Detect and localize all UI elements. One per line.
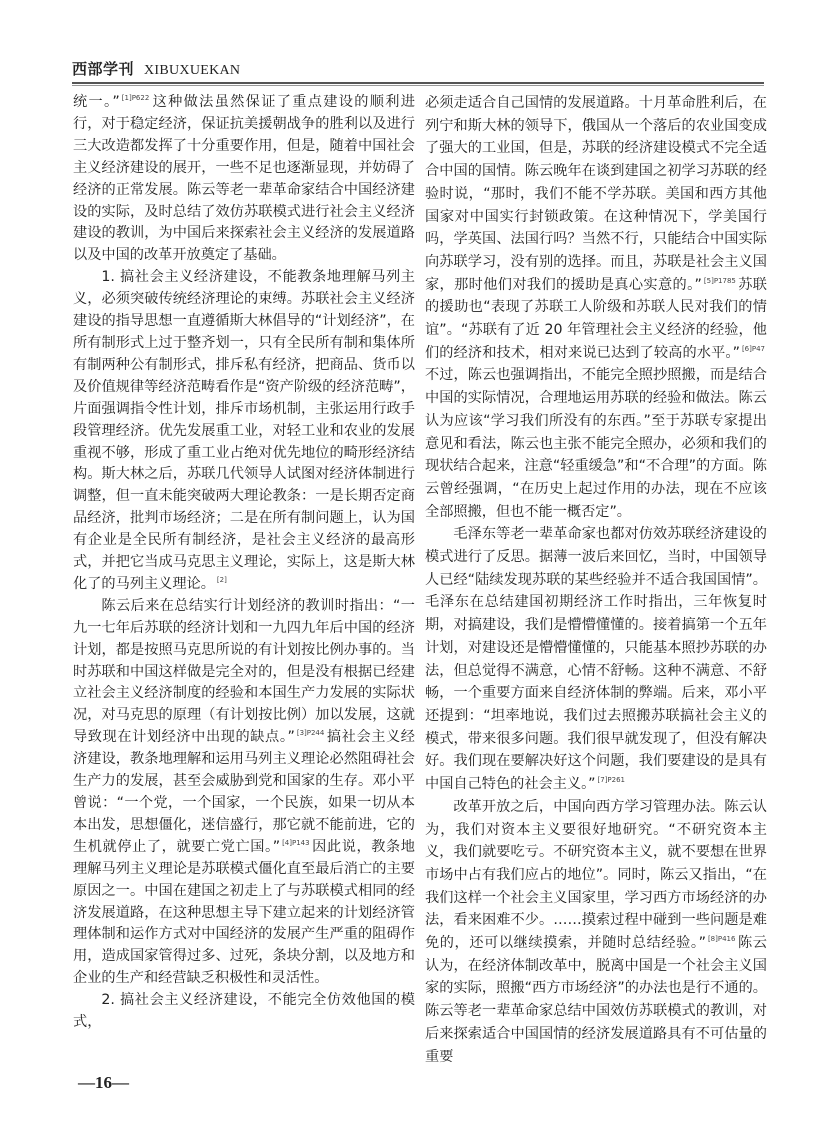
paragraph-text: 必须走适合自己国情的发展道路。十月革命胜利后，在列宁和斯大林的领导下，俄国从一个落后的农业国变成了强大的工业国，但是，苏联的经济建设模式不完全适合中国的国情。陈云晚年在谈到建国之初学习苏联的经验时说，“那时，我们不能不学苏联。美国和西方其他国家对中国实行封锁政策。在这种情况下，学美国行吗，学英国、法国行吗？当然不行，只能结合中国实际向苏联学习，没有别的选择。而且，苏联是社会主义国家，那时他们对我们的援助是真心实意的。” — [425, 95, 767, 293]
paragraph-text: 因此说，教条地理解马列主义理论是苏联模式僵化直至最后消亡的主要原因之一。中国在建国之初走上了与苏联模式相同的经济发展道路，在这种思想主导下建立起来的计划经济管理体制和运作方式对中国经济的发展产生严重的阻碍作用，造成国家管得过多、过死，条块分割，以及地方和企业的生产和经营缺乏积极性和灵活性。 — [73, 838, 415, 987]
paragraph-text: 陈云后来在总结实行计划经济的教训时指出：“一九一七年后苏联的经济计划和一九四九年后中国的经济计划，都是按照马克思所说的有计划按比例办事的。当时苏联和中国这样做是完全对的，但是没有根据已经建立社会主义经济制度的经验和本国生产力发展的实际状况，对马克思的原理（有计划按比例）加以发展，这就导致现在计划经济中出现的缺点。” — [73, 597, 415, 746]
citation-marker: [6]P47 — [741, 344, 765, 353]
citation-marker: [2] — [216, 575, 227, 584]
paragraph — [73, 92, 415, 267]
journal-name-cn: 西部学刊 — [72, 60, 135, 78]
paragraph — [73, 596, 415, 990]
citation-marker: [7]P261 — [597, 776, 626, 785]
paragraph-text: 改革开放之后，中国向西方学习管理办法。陈云认为，我们对资本主义要很好地研究。“不研究资本主义，我们就要吃亏。不研究资本主义，就不要想在世界市场中占有我们应占的地位”。同时，陈云又指出，“在我们这样一个社会主义国家里，学习西方市场经济的办法，看来困难不少。……摸索过程中碰到一些问题是难免的，还可以继续摸索，并随时总结经验。” — [425, 798, 767, 952]
paragraph-text: 1. 搞社会主义经济建设，不能教条地理解马列主义，必须突破传统经济理论的束缚。苏联社会主义经济建设的指导思想一直遵循斯大林倡导的“计划经济”，在所有制形式上过于整齐划一，只有全民所有制和集体所有制两种公有制形式，排斥私有经济，把商品、货币以及价值规律等经济范畴看作是“资产阶级的经济范畴”，片面强调指令性计划，排斥市场机制，主张运用行政手段管理经济。优先发展重工业，对轻工业和农业的发展重视不够，形成了重工业占绝对优先地位的畸形经济结构。斯大林之后，苏联几代领导人试图对经济体制进行调整，但一直未能突破两大理论教条：一是长期否定商品经济，批判市场经济；二是在所有制问题上，认为国有企业是全民所有制经济，是社会主义经济的最高形式，并把它当成马克思主义理论，实际上，这是斯大林化了的马列主义理论。 — [73, 269, 415, 592]
paragraph-text: 2. 搞社会主义经济建设，不能完全仿效他国的模式， — [73, 992, 415, 1031]
running-header — [72, 58, 762, 82]
left-column — [73, 92, 415, 1034]
paragraph — [425, 523, 767, 795]
header-rule-thin — [72, 85, 764, 86]
paragraph-text: 不过，陈云也强调指出，不能完全照抄照搬，而是结合中国的实际情况，合理地运用苏联的经验和做法。陈云认为应该“学习我们所没有的东西。”至于苏联专家提出意见和看法，陈云也主张不能完全照办，必须和我们的现状结合起来，注意“轻重缓急”和“不合理”的方面。陈云曾经强调，“在历史上起过作用的办法，现在不应该全部照搬，但也不能一概否定”。 — [425, 367, 767, 520]
page-number: —16— — [78, 1073, 129, 1092]
paragraph — [425, 796, 767, 1068]
paragraph — [73, 990, 415, 1034]
paragraph-text: 苏联的援助也“表现了苏联工人阶级和苏联人民对我们的情谊”。“苏联有了近 20 年管理社会主义经济的经验，他们的经济和技术，相对来说已达到了较高的水平。” — [425, 276, 767, 361]
paragraph-text: 这种做法虽然保证了重点建设的顺利进行，对于稳定经济，保证抗美援朝战争的胜利以及进行三大改造都发挥了十分重要作用，但是，随着中国社会主义经济建设的展开，一些不足也逐渐显现，并妨碍了经济的正常发展。陈云等老一辈革命家结合中国经济建设的实际，及时总结了效仿苏联模式进行社会主义经济建设的教训，为中国后来探索社会主义经济的发展道路以及中国的改革开放奠定了基础。 — [73, 94, 415, 264]
citation-marker: [3]P244 — [296, 729, 325, 738]
paragraph-text: 陈云认为，在经济体制改革中，脱离中国是一个社会主义国家的实际，照搬“西方市场经济”的办法也是行不通的。陈云等老一辈革命家总结中国效仿苏联模式的教训，对后来探索适合中国国情的经济发展道路具有不可估量的重要 — [425, 935, 767, 1065]
journal-name-en: XIBUXUEKAN — [144, 63, 241, 78]
right-column — [425, 92, 767, 1068]
citation-marker: [4]P143 — [282, 838, 310, 847]
citation-marker: [8]P416 — [707, 935, 736, 944]
citation-marker: [5]P1785 — [703, 276, 736, 285]
citation-marker: [1]P622 — [121, 94, 150, 102]
paragraph-text: 搞社会主义经济建设，教条地理解和运用马列主义理论必然阻碍社会生产力的发展，甚至会威胁到党和国家的生存。邓小平曾说：“一个党，一个国家，一个民族，如果一切从本本出发，思想僵化，迷信盛行，那它就不能前进，它的生机就停止了，就要亡党亡国。” — [73, 729, 415, 855]
paragraph — [425, 92, 767, 523]
header-rule — [72, 82, 764, 84]
paragraph-text: 统一。” — [73, 94, 120, 110]
paragraph — [73, 267, 415, 596]
paragraph-text: 毛泽东等老一辈革命家也都对仿效苏联经济建设的模式进行了反思。据薄一波后来回忆，当时，中国领导人已经“陆续发现苏联的某些经验并不适合我国国情”。毛泽东在总结建国初期经济工作时指出，三年恢复时期，对搞建设，我们是懵懵懂懂的。接着搞第一个五年计划，对建设还是懵懵懂懂的，只能基本照抄苏联的办法，但总觉得不满意，心情不舒畅。这种不满意、不舒畅，一个重要方面来自经济体制的弊端。后来，邓小平还提到：“坦率地说，我们过去照搬苏联搞社会主义的模式，带来很多问题。我们很早就发现了，但没有解决好。我们现在要解决好这个问题，我们要建设的是具有中国自己特色的社会主义。” — [425, 526, 767, 793]
